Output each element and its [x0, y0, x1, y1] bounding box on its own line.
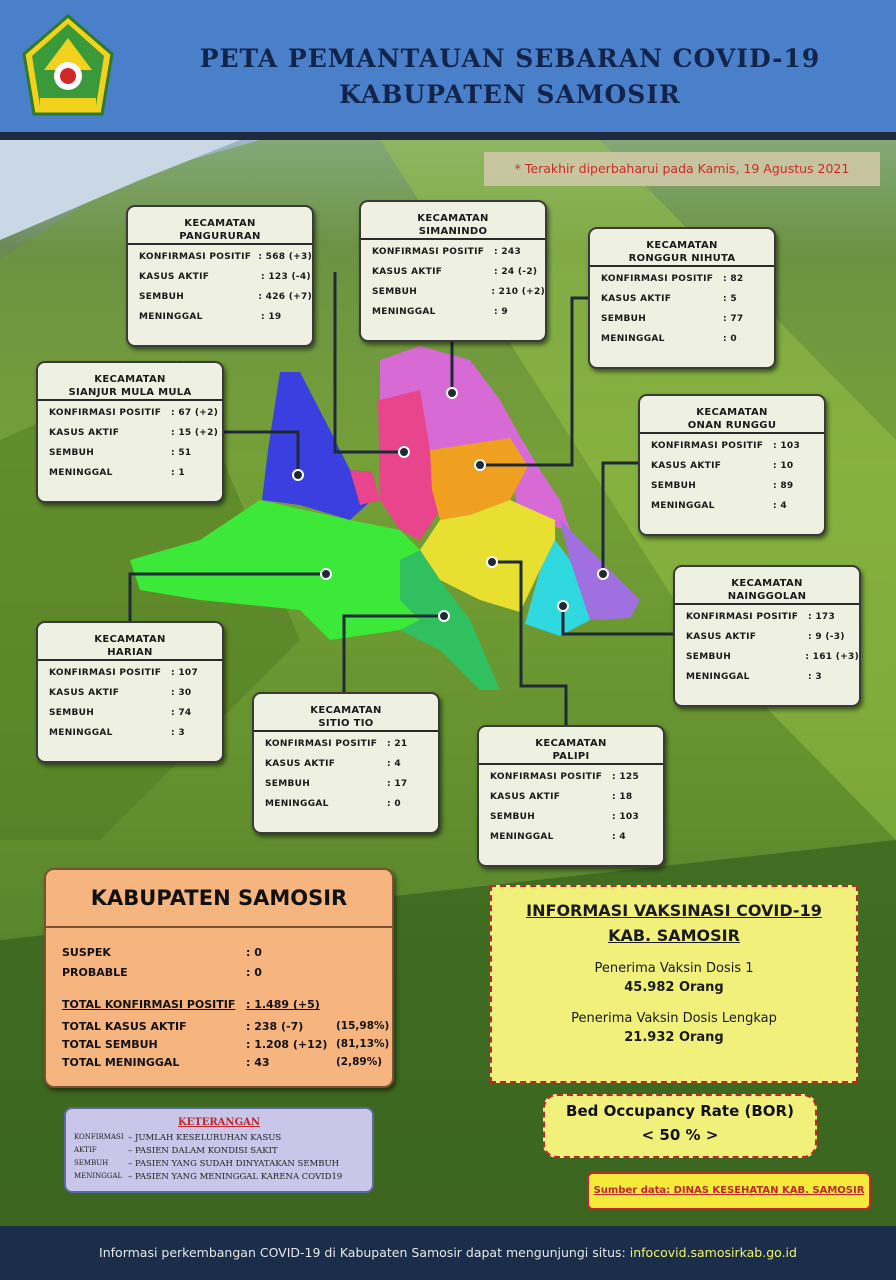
stat-sembuh — [254, 774, 438, 794]
total-aktif-value: : 238 (-7) — [246, 1020, 304, 1033]
stat-label: MENINGGAL — [139, 312, 203, 322]
stat-value: : 3 — [808, 672, 822, 682]
district-name: PALIPI — [552, 751, 590, 762]
stat-label: MENINGGAL — [490, 832, 554, 842]
stat-value: : 19 — [261, 312, 282, 322]
district-box-harian[interactable] — [36, 621, 224, 763]
stat-sembuh — [640, 476, 824, 496]
stat-sembuh — [479, 807, 663, 827]
stat-value: : 107 — [171, 668, 199, 678]
district-name: SIMANINDO — [418, 226, 488, 237]
marker-nainggolan[interactable] — [558, 601, 568, 611]
district-name: HARIAN — [107, 647, 153, 658]
marker-sianjur[interactable] — [293, 470, 303, 480]
suspek-label: SUSPEK — [62, 946, 111, 959]
stat-value: : 0 — [387, 799, 401, 809]
marker-harian[interactable] — [321, 569, 331, 579]
stat-value: : 426 (+7) — [258, 292, 312, 302]
stat-label: SEMBUH — [265, 779, 311, 789]
stat-value: : 5 — [723, 294, 737, 304]
total-aktif-percent: (15,98%) — [336, 1020, 390, 1032]
legend-term: SEMBUH — [74, 1159, 109, 1167]
stat-sembuh — [38, 703, 222, 723]
legend-title: KETERANGAN — [177, 1117, 261, 1128]
district-title — [675, 567, 859, 602]
stat-value: : 9 — [494, 307, 508, 317]
legend-term: KONFIRMASI — [74, 1133, 124, 1141]
stat-aktif — [128, 267, 312, 287]
stat-sembuh — [675, 647, 859, 667]
stat-konfirmasi — [590, 269, 774, 289]
marker-palipi[interactable] — [487, 557, 497, 567]
kecamatan-label: KECAMATAN — [94, 374, 166, 385]
legend-item — [74, 1159, 339, 1169]
legend-item — [74, 1146, 278, 1156]
vaccination-title-line1: INFORMASI VAKSINASI COVID-19 — [526, 901, 822, 920]
stat-meninggal — [479, 827, 663, 847]
probable-value: : 0 — [246, 966, 262, 979]
district-name: SIANJUR MULA MULA — [68, 387, 192, 398]
stat-label: KASUS AKTIF — [686, 632, 757, 642]
stat-label: MENINGGAL — [686, 672, 750, 682]
stat-value: : 10 — [773, 461, 794, 471]
stat-meninggal — [128, 307, 312, 327]
total-sembuh-value: : 1.208 (+12) — [246, 1038, 328, 1051]
stat-value: : 15 (+2) — [171, 428, 219, 438]
stat-aktif — [38, 683, 222, 703]
stat-value: : 3 — [171, 728, 185, 738]
region-sianjur-mula-mula[interactable] — [262, 372, 372, 520]
full-dose-value: 21.932 Orang — [624, 1030, 724, 1045]
stat-label: SEMBUH — [49, 448, 95, 458]
footer-text: Informasi perkembangan COVID-19 di Kabupaten Samosir dapat mengunjungi situs: — [99, 1245, 626, 1260]
stat-value: : 125 — [612, 772, 640, 782]
bor-label: Bed Occupancy Rate (BOR) — [566, 1102, 794, 1120]
total-meninggal-percent: (2,89%) — [336, 1056, 383, 1068]
district-box-sianjur-mula-mula[interactable] — [36, 361, 224, 503]
stat-value: : 17 — [387, 779, 408, 789]
stat-aktif — [590, 289, 774, 309]
marker-simanindo[interactable] — [447, 388, 457, 398]
stat-value: : 51 — [171, 448, 192, 458]
district-title — [128, 207, 312, 242]
stat-value: : 89 — [773, 481, 794, 491]
kecamatan-label: KECAMATAN — [535, 738, 607, 749]
stat-value: : 243 — [494, 247, 522, 257]
kabupaten-summary-panel — [44, 868, 394, 1088]
total-sembuh-label: TOTAL SEMBUH — [62, 1038, 158, 1051]
dose1-value: 45.982 Orang — [624, 980, 724, 995]
stat-meninggal — [38, 463, 222, 483]
stat-aktif — [640, 456, 824, 476]
total-meninggal-value: : 43 — [246, 1056, 270, 1069]
marker-sitio-tio[interactable] — [439, 611, 449, 621]
stat-sembuh — [38, 443, 222, 463]
legend-item — [74, 1133, 281, 1143]
stat-label: MENINGGAL — [601, 334, 665, 344]
full-dose-label: Penerima Vaksin Dosis Lengkap — [571, 1011, 777, 1026]
marker-pangururan[interactable] — [399, 447, 409, 457]
stat-label: MENINGGAL — [651, 501, 715, 511]
district-title — [38, 363, 222, 398]
stat-label: KONFIRMASI POSITIF — [49, 408, 162, 418]
divider — [38, 659, 222, 661]
region-harian[interactable] — [130, 500, 420, 640]
stat-meninggal — [361, 302, 545, 322]
stat-value: : 210 (+2) — [491, 287, 545, 297]
stat-aktif — [479, 787, 663, 807]
bor-value: < 50 % > — [641, 1126, 719, 1144]
stat-label: SEMBUH — [601, 314, 647, 324]
stat-label: SEMBUH — [139, 292, 185, 302]
map-title-line2: KABUPATEN SAMOSIR — [339, 80, 681, 109]
stat-meninggal — [675, 667, 859, 687]
stat-label: KONFIRMASI POSITIF — [265, 739, 378, 749]
vaccination-info-panel — [490, 885, 858, 1083]
stat-label: KASUS AKTIF — [139, 272, 210, 282]
stat-label: SEMBUH — [372, 287, 418, 297]
stat-value: : 24 (-2) — [494, 267, 538, 277]
district-box-nainggolan[interactable] — [673, 565, 861, 707]
stat-label: KASUS AKTIF — [49, 688, 120, 698]
stat-aktif — [361, 262, 545, 282]
stat-konfirmasi — [640, 436, 824, 456]
stat-label: KASUS AKTIF — [372, 267, 443, 277]
stat-value: : 67 (+2) — [171, 408, 219, 418]
district-name: SITIO TIO — [318, 718, 374, 729]
stat-konfirmasi — [254, 734, 438, 754]
legend-panel — [64, 1107, 374, 1193]
district-box-sitio-tio[interactable] — [252, 692, 440, 834]
data-source-note: Sumber data: DINAS KESEHATAN KAB. SAMOSIR — [587, 1172, 871, 1210]
footer-bar — [0, 1226, 896, 1280]
stat-sembuh — [590, 309, 774, 329]
district-box-palipi[interactable] — [477, 725, 665, 867]
kecamatan-label: KECAMATAN — [310, 705, 382, 716]
total-konfirmasi-label: TOTAL KONFIRMASI POSITIF — [62, 998, 236, 1011]
marker-ronggur-nihuta[interactable] — [475, 460, 485, 470]
stat-value: : 30 — [171, 688, 192, 698]
kecamatan-label: KECAMATAN — [731, 578, 803, 589]
divider — [675, 603, 859, 605]
suspek-value: : 0 — [246, 946, 262, 959]
stat-konfirmasi — [38, 403, 222, 423]
total-konfirmasi-value: : 1.489 (+5) — [246, 998, 320, 1011]
stat-aktif — [254, 754, 438, 774]
stat-value: : 21 — [387, 739, 408, 749]
stat-value: : 9 (-3) — [808, 632, 845, 642]
stat-label: SEMBUH — [49, 708, 95, 718]
legend-desc: – JUMLAH KESELURUHAN KASUS — [128, 1133, 282, 1143]
stat-label: KASUS AKTIF — [265, 759, 336, 769]
stat-value: : 103 — [612, 812, 640, 822]
district-name: RONGGUR NIHUTA — [628, 253, 736, 264]
district-box-ronggur-nihuta[interactable] — [588, 227, 776, 369]
footer-link[interactable]: infocovid.samosirkab.go.id — [629, 1245, 797, 1260]
district-title — [361, 202, 545, 237]
district-title — [640, 396, 824, 431]
stat-label: MENINGGAL — [265, 799, 329, 809]
stat-konfirmasi — [38, 663, 222, 683]
stat-label: KONFIRMASI POSITIF — [49, 668, 162, 678]
legend-desc: – PASIEN YANG MENINGGAL KARENA COVID19 — [128, 1172, 343, 1182]
stat-value: : 103 — [773, 441, 801, 451]
stat-label: KONFIRMASI POSITIF — [651, 441, 764, 451]
stat-konfirmasi — [128, 247, 312, 267]
district-name: PANGURURAN — [179, 231, 261, 242]
stat-value: : 18 — [612, 792, 633, 802]
summary-title: KABUPATEN SAMOSIR — [46, 870, 392, 928]
total-meninggal-label: TOTAL MENINGGAL — [62, 1056, 180, 1069]
kecamatan-label: KECAMATAN — [417, 213, 489, 224]
stat-value: : 77 — [723, 314, 744, 324]
connector-onan-runggu — [603, 463, 640, 574]
stat-label: MENINGGAL — [49, 728, 113, 738]
stat-value: : 123 (-4) — [261, 272, 311, 282]
legend-desc: – PASIEN YANG SUDAH DINYATAKAN SEMBUH — [128, 1159, 340, 1169]
district-title — [38, 623, 222, 658]
map-title-line1: PETA PEMANTAUAN SEBARAN COVID-19 — [199, 44, 821, 73]
bed-occupancy-panel — [543, 1094, 817, 1158]
district-name: ONAN RUNGGU — [687, 420, 777, 431]
district-box-onan-runggu[interactable] — [638, 394, 826, 536]
stat-sembuh — [128, 287, 312, 307]
stat-label: MENINGGAL — [49, 468, 113, 478]
divider — [640, 432, 824, 434]
stat-value: : 173 — [808, 612, 836, 622]
stat-label: KONFIRMASI POSITIF — [686, 612, 799, 622]
stat-aktif — [675, 627, 859, 647]
marker-onan-runggu[interactable] — [598, 569, 608, 579]
divider — [38, 399, 222, 401]
stat-label: KASUS AKTIF — [49, 428, 120, 438]
kecamatan-label: KECAMATAN — [94, 634, 166, 645]
stat-value: : 568 (+3) — [258, 252, 312, 262]
district-title — [254, 694, 438, 729]
district-title — [590, 229, 774, 264]
stat-konfirmasi — [479, 767, 663, 787]
stat-label: KONFIRMASI POSITIF — [372, 247, 485, 257]
district-title — [479, 727, 663, 762]
probable-label: PROBABLE — [62, 966, 128, 979]
stat-meninggal — [590, 329, 774, 349]
kecamatan-label: KECAMATAN — [646, 240, 718, 251]
stat-value: : 82 — [723, 274, 744, 284]
stat-label: KONFIRMASI POSITIF — [490, 772, 603, 782]
stat-value: : 0 — [723, 334, 737, 344]
kecamatan-label: KECAMATAN — [184, 218, 256, 229]
stat-label: KASUS AKTIF — [601, 294, 672, 304]
stat-value: : 4 — [387, 759, 401, 769]
total-aktif-label: TOTAL KASUS AKTIF — [62, 1020, 187, 1033]
stat-value: : 4 — [612, 832, 626, 842]
stat-value: : 74 — [171, 708, 192, 718]
total-sembuh-percent: (81,13%) — [336, 1038, 390, 1050]
district-box-simanindo[interactable] — [359, 200, 547, 342]
kecamatan-label: KECAMATAN — [696, 407, 768, 418]
stat-meninggal — [254, 794, 438, 814]
divider — [361, 238, 545, 240]
divider — [128, 243, 312, 245]
dose1-label: Penerima Vaksin Dosis 1 — [594, 961, 754, 976]
stat-sembuh — [361, 282, 545, 302]
stat-label: MENINGGAL — [372, 307, 436, 317]
legend-term: AKTIF — [74, 1146, 97, 1154]
divider — [590, 265, 774, 267]
stat-aktif — [38, 423, 222, 443]
stat-label: KONFIRMASI POSITIF — [139, 252, 252, 262]
vaccination-title-line2: KAB. SAMOSIR — [608, 926, 740, 945]
stat-value: : 1 — [171, 468, 185, 478]
legend-item — [74, 1172, 342, 1182]
district-name: NAINGGOLAN — [727, 591, 807, 602]
last-updated-note: * Terakhir diperbaharui pada Kamis, 19 Agustus 2021 — [484, 152, 880, 186]
stat-konfirmasi — [675, 607, 859, 627]
divider — [254, 730, 438, 732]
divider — [479, 763, 663, 765]
legend-desc: – PASIEN DALAM KONDISI SAKIT — [128, 1146, 278, 1156]
legend-term: MENINGGAL — [74, 1172, 123, 1180]
district-box-pangururan[interactable] — [126, 205, 314, 347]
stat-label: KASUS AKTIF — [490, 792, 561, 802]
stat-value: : 161 (+3) — [805, 652, 859, 662]
stat-konfirmasi — [361, 242, 545, 262]
stat-value: : 4 — [773, 501, 787, 511]
stat-label: KASUS AKTIF — [651, 461, 722, 471]
stat-meninggal — [640, 496, 824, 516]
stat-label: SEMBUH — [490, 812, 536, 822]
stat-label: KONFIRMASI POSITIF — [601, 274, 714, 284]
stat-label: SEMBUH — [686, 652, 732, 662]
stat-label: SEMBUH — [651, 481, 697, 491]
stat-meninggal — [38, 723, 222, 743]
